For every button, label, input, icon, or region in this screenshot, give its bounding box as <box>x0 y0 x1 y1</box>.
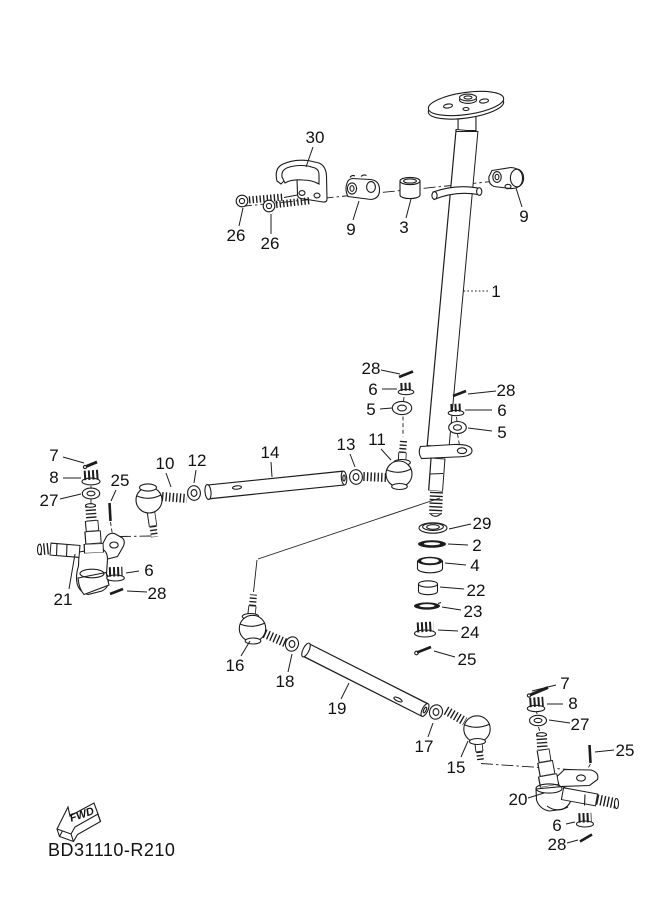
part-label-16: 16 <box>225 656 245 675</box>
callout-18 <box>276 654 295 691</box>
callout-4 <box>445 556 480 575</box>
leader-line-15 <box>461 741 468 757</box>
leader-line-13 <box>350 454 355 467</box>
callout-3 <box>399 199 411 237</box>
leader-line-28 <box>468 391 496 394</box>
part-label-30: 30 <box>305 128 325 147</box>
callout-24 <box>438 623 479 642</box>
callout-6 <box>552 816 575 835</box>
seal-ring-2 <box>418 540 446 548</box>
callout-17 <box>415 723 434 756</box>
part-label-6: 6 <box>497 401 507 420</box>
callout-16 <box>226 641 250 675</box>
steering-knuckle-20 <box>536 733 619 811</box>
leader-line-25 <box>434 651 455 657</box>
flange-nut-6-upper-right <box>448 408 464 416</box>
leader-line-28 <box>127 591 147 592</box>
leader-line-24 <box>438 630 458 631</box>
steering-holder-bracket <box>276 160 327 202</box>
callout-25 <box>434 650 476 669</box>
tie-rod-axis <box>120 536 152 537</box>
callout-9 <box>346 201 359 239</box>
grease-pin-25-left <box>110 503 113 535</box>
connector-line <box>254 498 441 592</box>
callout-26 <box>227 208 246 245</box>
callout-13 <box>337 435 356 467</box>
part-label-9: 9 <box>519 207 529 226</box>
part-label-18: 18 <box>275 672 295 691</box>
tie-rod-lower <box>300 642 431 718</box>
callout-1 <box>463 282 501 301</box>
part-label-7: 7 <box>560 674 570 693</box>
leader-line-25 <box>595 750 614 752</box>
callout-14 <box>261 443 280 477</box>
callout-6 <box>465 401 507 420</box>
callout-27 <box>40 491 81 510</box>
fwd-direction-arrow <box>57 803 101 842</box>
callout-8 <box>49 468 81 487</box>
part-label-28: 28 <box>496 381 516 400</box>
column-bushing <box>400 177 420 198</box>
axis-dash <box>457 417 458 422</box>
callout-6 <box>126 561 154 580</box>
castle-nut-8-right <box>527 702 544 712</box>
hex-nut-13 <box>349 469 363 485</box>
leader-line-14 <box>271 462 272 477</box>
axis-dash <box>537 712 538 715</box>
part-label-5: 5 <box>366 400 376 419</box>
part-label-24: 24 <box>460 623 480 642</box>
bolt-26-right <box>263 200 311 212</box>
flange-nut-6-right <box>577 818 594 828</box>
leader-line-10 <box>166 473 171 487</box>
part-label-23: 23 <box>463 602 483 621</box>
part-label-20: 20 <box>508 790 528 809</box>
callout-28 <box>127 584 166 603</box>
hex-nut-17 <box>427 703 444 721</box>
part-label-2: 2 <box>472 536 482 555</box>
part-label-4: 4 <box>470 556 480 575</box>
leader-line-26 <box>239 208 243 226</box>
washer-5-upper-right <box>449 422 467 434</box>
pitman-arm <box>419 444 472 458</box>
diagram-code: BD31110-R210 <box>48 840 176 860</box>
callout-19 <box>328 683 349 718</box>
part-label-8: 8 <box>568 694 578 713</box>
tie-rod-end-16 <box>239 595 287 645</box>
hex-nut-12 <box>187 485 201 501</box>
callout-7 <box>49 446 84 465</box>
part-label-10: 10 <box>155 454 175 473</box>
part-label-28: 28 <box>361 359 381 378</box>
part-label-21: 21 <box>53 590 73 609</box>
leader-line-9 <box>516 188 522 207</box>
part-label-5: 5 <box>497 423 507 442</box>
castle-nut-24 <box>415 627 436 638</box>
washer-29 <box>419 523 447 533</box>
callout-10 <box>156 454 175 487</box>
column-clamp-left <box>346 175 380 200</box>
leader-line-16 <box>241 641 250 656</box>
part-label-13: 13 <box>336 435 356 454</box>
leader-line-5 <box>380 408 392 409</box>
part-label-8: 8 <box>49 468 59 487</box>
leader-line-19 <box>341 683 349 699</box>
part-label-14: 14 <box>260 443 280 462</box>
column-lower-taper <box>430 458 443 516</box>
bushing-4 <box>418 557 443 573</box>
column-clamp-right <box>489 168 524 189</box>
callout-8 <box>547 694 578 713</box>
cotter-pin-25-center <box>415 647 431 655</box>
leader-line-21 <box>69 554 75 589</box>
callout-30 <box>306 128 325 167</box>
leader-line-7 <box>63 457 84 463</box>
leader-line-5 <box>468 428 492 431</box>
callout-5 <box>366 400 392 419</box>
cotter-pin-28-upper-left <box>399 372 413 378</box>
flange-nut-6-upper-left <box>398 387 414 395</box>
column-top-flange <box>427 87 505 123</box>
part-label-22: 22 <box>466 581 486 600</box>
part-label-27: 27 <box>570 715 590 734</box>
part-label-19: 19 <box>327 699 347 718</box>
tie-rod-upper <box>204 471 347 500</box>
part-label-15: 15 <box>446 758 466 777</box>
part-label-26: 26 <box>226 226 246 245</box>
steering-column-shaft <box>438 112 478 447</box>
lock-washer-23 <box>414 602 441 609</box>
leader-line-27 <box>549 720 570 723</box>
callout-29 <box>449 514 491 533</box>
callout-9 <box>516 188 529 226</box>
callout-5 <box>468 423 507 442</box>
castle-nut-8-left <box>82 475 100 485</box>
leader-line-25 <box>111 490 116 501</box>
leader-line-3 <box>406 199 411 218</box>
part-label-12: 12 <box>187 451 207 470</box>
hex-nut-18 <box>283 635 300 653</box>
part-label-25: 25 <box>457 650 477 669</box>
leader-line-22 <box>440 587 464 589</box>
callout-layer <box>40 128 635 854</box>
washer-5-upper-left <box>392 401 411 414</box>
part-label-29: 29 <box>472 514 492 533</box>
cotter-pin-7-right <box>527 688 548 698</box>
part-label-17: 17 <box>414 737 434 756</box>
part-label-7: 7 <box>49 446 59 465</box>
leader-line-18 <box>288 654 292 672</box>
part-label-6: 6 <box>144 561 154 580</box>
callout-28 <box>468 381 515 400</box>
part-label-28: 28 <box>547 835 567 854</box>
callout-6 <box>368 380 397 399</box>
callout-28 <box>362 359 400 378</box>
leader-line-2 <box>448 544 468 545</box>
leader-line-27 <box>60 494 81 499</box>
leader-line-28 <box>381 370 400 374</box>
part-label-6: 6 <box>552 816 562 835</box>
part-label-1: 1 <box>491 282 501 301</box>
part-label-25: 25 <box>110 471 130 490</box>
cotter-pin-28-right <box>580 835 592 842</box>
leader-line-29 <box>449 524 471 529</box>
leader-line-9 <box>353 201 359 220</box>
fwd-label: FWD <box>68 805 96 825</box>
part-label-11: 11 <box>368 430 386 449</box>
leader-line-23 <box>442 607 461 610</box>
callout-27 <box>549 715 589 734</box>
part-label-27: 27 <box>39 491 59 510</box>
leader-line-11 <box>381 449 391 460</box>
part-label-6: 6 <box>368 380 378 399</box>
axis-dash <box>458 434 460 446</box>
cotter-pin-28-left <box>110 589 123 594</box>
callout-26 <box>261 214 280 253</box>
callout-7 <box>532 674 570 693</box>
collar-22 <box>419 581 438 595</box>
callout-21 <box>54 554 75 609</box>
leader-line-12 <box>194 470 196 483</box>
cotter-pin-7-left <box>83 462 97 469</box>
tie-rod-end-15 <box>446 711 490 761</box>
callout-28 <box>548 835 578 854</box>
grease-pin-25-right <box>586 745 591 772</box>
callout-25 <box>111 471 130 501</box>
callout-12 <box>188 451 207 483</box>
washer-27-right <box>530 715 547 725</box>
leader-line-6 <box>126 571 139 573</box>
leader-line-28 <box>567 840 578 843</box>
callout-25 <box>595 741 634 760</box>
callout-22 <box>440 581 485 600</box>
part-label-28: 28 <box>147 584 167 603</box>
tie-rod-end-10 <box>136 484 187 537</box>
part-label-9: 9 <box>346 220 356 239</box>
tie-rod-axis <box>481 764 577 771</box>
cotter-pin-28-upper-right <box>453 391 466 396</box>
leader-line-4 <box>445 563 466 565</box>
callout-11 <box>368 430 391 460</box>
part-label-26: 26 <box>260 234 280 253</box>
part-label-25: 25 <box>615 741 635 760</box>
callout-23 <box>442 602 482 621</box>
leader-line-6 <box>566 822 575 824</box>
leader-line-17 <box>428 723 433 737</box>
axis-dash <box>404 397 405 402</box>
washer-27-left <box>82 488 99 499</box>
part-label-3: 3 <box>399 218 409 237</box>
callout-15 <box>447 741 468 777</box>
callout-2 <box>448 536 482 555</box>
flange-nut-6-left <box>107 572 125 582</box>
